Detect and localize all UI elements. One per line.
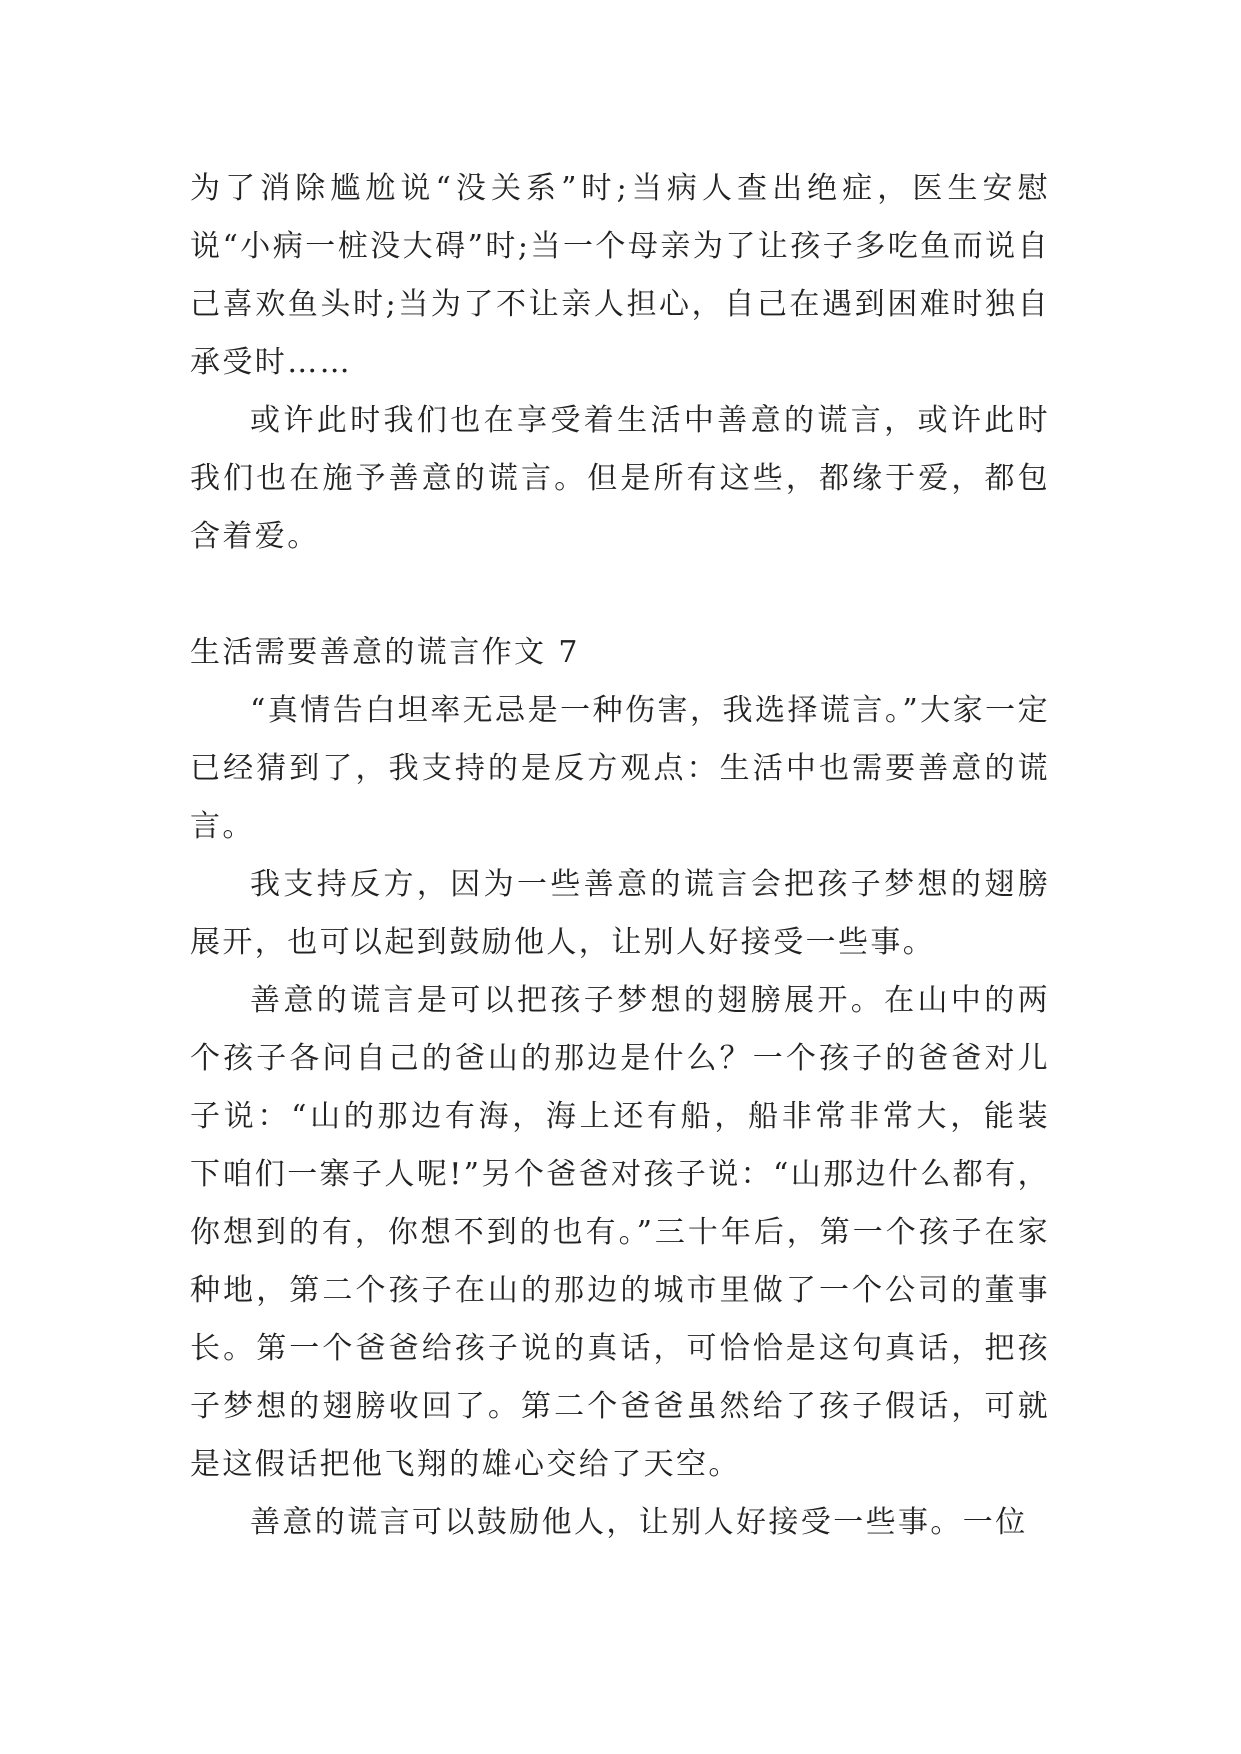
paragraph: 或许此时我们也在享受着生活中善意的谎言，或许此时我们也在施予善意的谎言。但是所有这些，都缘于爱，都包含着爱。	[190, 403, 1050, 554]
paragraph-continued: 为了消除尴尬说“没关系”时;当病人查出绝症，医生安慰说“小病一桩没大碍”时;当一个母亲为了让孩子多吃鱼而说自己喜欢鱼头时;当为了不让亲人担心，自己在遇到困难时独自承受时……	[190, 171, 1050, 380]
section-gap	[190, 566, 1050, 624]
document-body	[190, 160, 1050, 1552]
paragraph: “真情告白坦率无忌是一种伤害，我选择谎言。”大家一定已经猜到了，我支持的是反方观点：生活中也需要善意的谎言。	[190, 693, 1050, 844]
paragraph-truncated: 善意的谎言可以鼓励他人，让别人好接受一些事。一位	[250, 1505, 1028, 1540]
section-title: 生活需要善意的谎言作文 7	[190, 635, 580, 670]
paragraph: 我支持反方，因为一些善意的谎言会把孩子梦想的翅膀展开，也可以起到鼓励他人，让别人好接受一些事。	[190, 867, 1050, 960]
paragraph: 善意的谎言是可以把孩子梦想的翅膀展开。在山中的两个孩子各问自己的爸山的那边是什么？一个孩子的爸爸对儿子说：“山的那边有海，海上还有船，船非常非常大，能装下咱们一寨子人呢!”另个爸爸对孩子说：“山那边什么都有，你想到的有，你想不到的也有。”三十年后，第一个孩子在家种地，第二个孩子在山的那边的城市里做了一个公司的董事长。第一个爸爸给孩子说的真话，可恰恰是这句真话，把孩子梦想的翅膀收回了。第二个爸爸虽然给了孩子假话，可就是这假话把他飞翔的雄心交给了天空。	[190, 983, 1050, 1482]
